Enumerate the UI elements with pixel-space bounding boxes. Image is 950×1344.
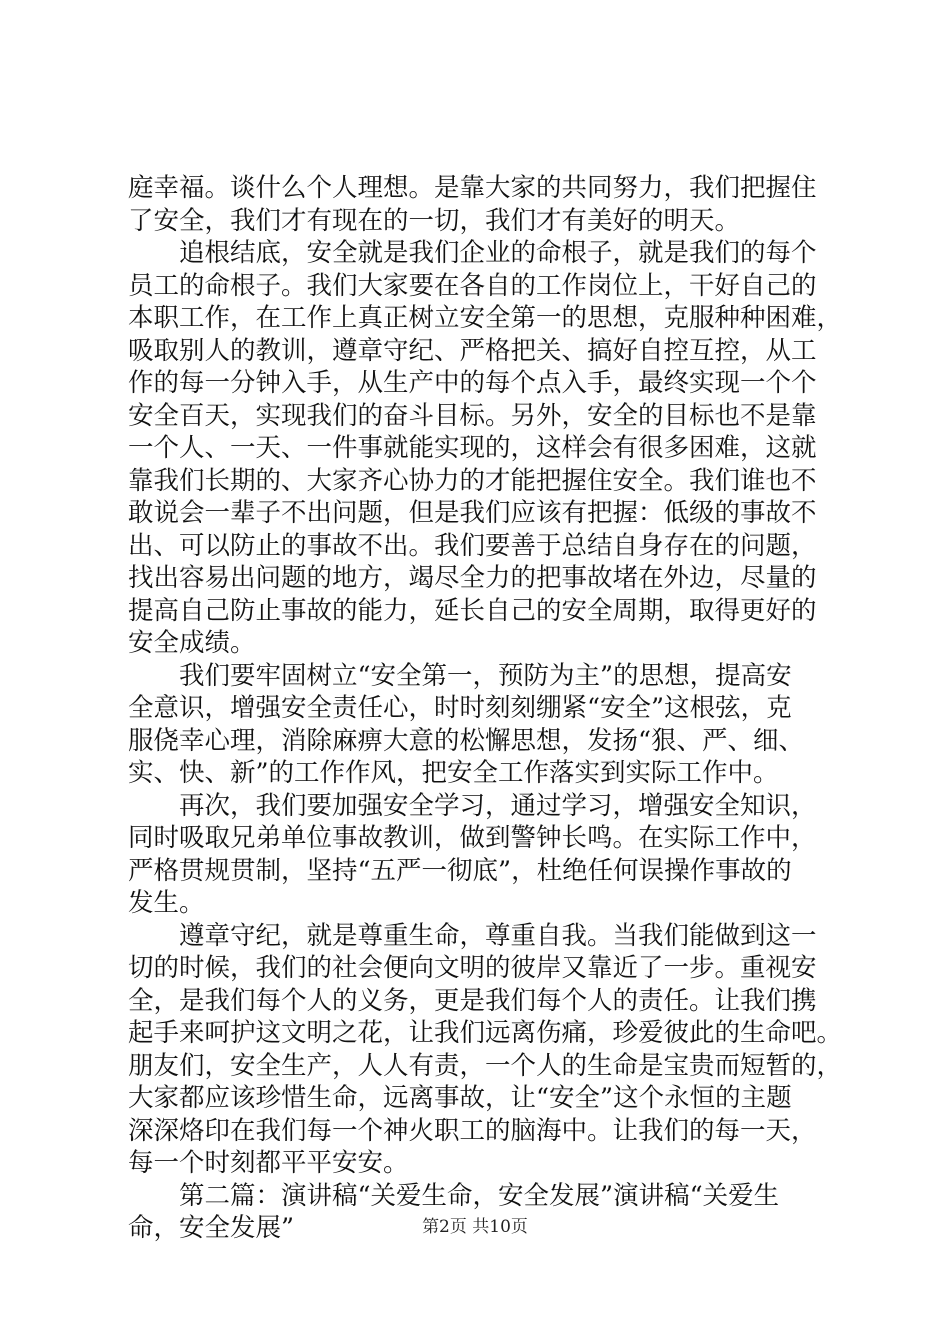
text-line: 全，是我们每个人的义务，更是我们每个人的责任。让我们携 (128, 985, 817, 1016)
document-body (128, 172, 843, 1245)
text-line: 遵章守纪，就是尊重生命，尊重自我。当我们能做到这一 (179, 920, 817, 951)
text-line: 作的每一分钟入手，从生产中的每个点入手，最终实现一个个 (128, 368, 817, 398)
text-line: 本职工作，在工作上真正树立安全第一的思想，克服种种困难， (128, 303, 843, 333)
text-line: 再次，我们要加强安全学习，通过学习，增强安全知识， (179, 790, 817, 821)
text-line: 员工的命根子。我们大家要在各自的工作岗位上，干好自己的 (128, 270, 817, 301)
text-line: 严格贯规贯制，坚持“五严一彻底”，杜绝任何误操作事故的 (128, 855, 792, 886)
text-line: 每一个时刻都平平安安。 (128, 1148, 409, 1178)
text-line: 深深烙印在我们每一个神火职工的脑海中。让我们的每一天， (128, 1115, 817, 1146)
text-line: 切的时候，我们的社会便向文明的彼岸又靠近了一步。重视安 (128, 953, 817, 983)
text-line: 找出容易出问题的地方，竭尽全力的把事故堵在外边，尽量的 (128, 563, 817, 593)
text-line: 服侥幸心理，消除麻痹大意的松懈思想，发扬“狠、严、细、 (128, 725, 805, 756)
text-line: 起手来呵护这文明之花，让我们远离伤痛，珍爱彼此的生命吧。 (128, 1018, 843, 1048)
text-line: 发生。 (128, 888, 205, 918)
section-heading-line: 命，安全发展” (128, 1213, 295, 1243)
text-line: 安全成绩。 (128, 628, 256, 658)
text-line: 追根结底，安全就是我们企业的命根子，就是我们的每个 (179, 238, 817, 268)
text-line: 吸取别人的教训，遵章守纪、严格把关、搞好自控互控，从工 (128, 335, 817, 366)
text-line: 大家都应该珍惜生命，远离事故，让“安全”这个永恒的主题 (128, 1083, 792, 1113)
text-line: 庭幸福。谈什么个人理想。是靠大家的共同努力，我们把握住 (128, 173, 817, 203)
text-line: 全意识，增强安全责任心，时时刻刻绷紧“安全”这根弦，克 (128, 693, 792, 723)
text-line: 同时吸取兄弟单位事故教训，做到警钟长鸣。在实际工作中， (128, 823, 817, 853)
text-line: 敢说会一辈子不出问题，但是我们应该有把握：低级的事故不 (128, 498, 817, 528)
text-line: 提高自己防止事故的能力，延长自己的安全周期，取得更好的 (128, 595, 817, 626)
text-line: 了安全，我们才有现在的一切，我们才有美好的明天。 (128, 205, 741, 236)
text-line: 靠我们长期的、大家齐心协力的才能把握住安全。我们谁也不 (128, 465, 817, 496)
page-number-footer: 第2页 共10页 (422, 1217, 528, 1237)
text-line: 实、快、新”的工作作风，把安全工作落实到实际工作中。 (128, 758, 779, 788)
text-line: 一个人、一天、一件事就能实现的，这样会有很多困难，这就 (128, 433, 817, 463)
section-heading-line: 第二篇：演讲稿“关爱生命，安全发展”演讲稿“关爱生 (179, 1180, 780, 1211)
text-line: 安全百天，实现我们的奋斗目标。另外，安全的目标也不是靠 (128, 400, 817, 431)
text-line: 朋友们，安全生产，人人有责，一个人的生命是宝贵而短暂的， (128, 1050, 843, 1081)
text-line: 我们要牢固树立“安全第一，预防为主”的思想，提高安 (179, 660, 792, 691)
text-line: 出、可以防止的事故不出。我们要善于总结自身存在的问题， (128, 530, 817, 561)
